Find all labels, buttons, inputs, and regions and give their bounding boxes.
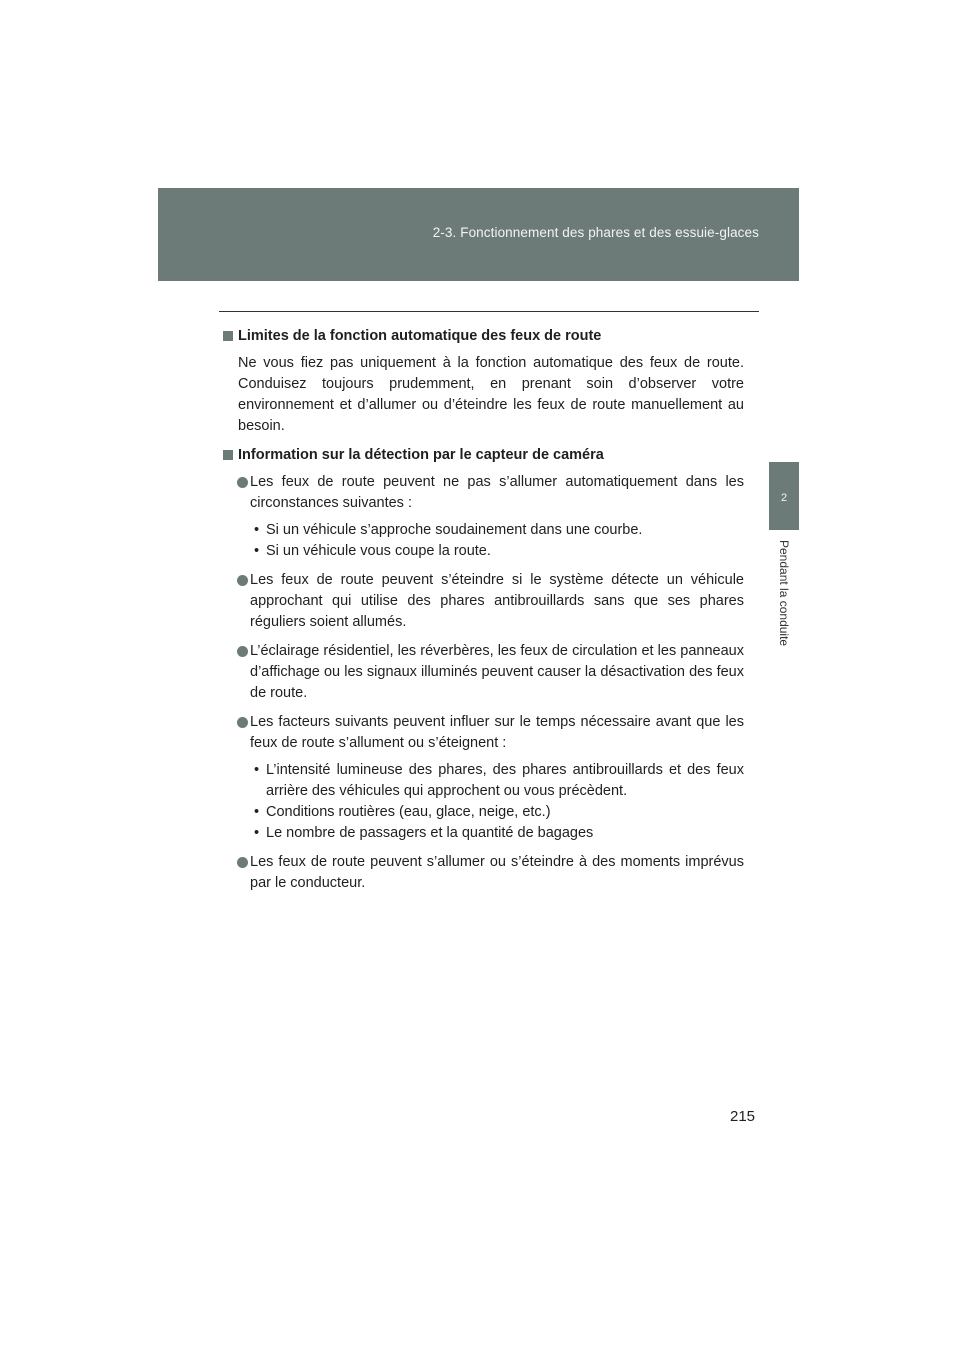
chapter-side-label-text: Pendant la conduite [777,540,791,647]
section-title-text: Limites de la fonction automatique des feux de route [238,328,602,344]
list-item-text: Les feux de route peuvent s’allumer ou s’éteindre à des moments imprévus par le conducteur. [250,854,744,891]
sub-list-item: • Conditions routières (eau, glace, neige, etc.) [254,804,551,820]
round-bullet-icon [237,575,248,586]
chapter-number: 2 [780,492,788,504]
list-item [222,472,744,562]
square-bullet-icon [223,450,233,460]
section-paragraph: Ne vous fiez pas uniquement à la fonction automatique des feux de route. Conduisez toujours prudemment, en prenant soin d’observer votre environnement et d’allumer ou d’éteindre les feux de route manuellement au besoin. [238,355,744,434]
square-bullet-icon [223,331,233,341]
round-bullet-icon [237,477,248,488]
list-item-text: L’éclairage résidentiel, les réverbères, les feux de circulation et les panneaux d’affichage ou les signaux illuminés peuvent causer la désactivation des feux de route. [250,643,744,701]
page-number: 215 [730,1108,756,1125]
sub-list-item: • L’intensité lumineuse des phares, des phares antibrouillards et des feux arrière des véhicules qui approchent ou vous précèdent. [254,762,744,799]
bullet-list [222,472,744,894]
page-content [222,326,744,902]
list-item [222,641,744,704]
sub-list-item: • Le nombre de passagers et la quantité de bagages [254,825,594,841]
list-item-text: Les feux de route peuvent ne pas s’allumer automatiquement dans les circonstances suivantes : [250,474,744,511]
section-title [222,445,744,466]
section-title [222,326,744,347]
list-item [222,852,744,894]
round-bullet-icon [237,857,248,868]
section-title-text: Information sur la détection par le capteur de caméra [238,447,604,463]
chapter-side-label [770,540,798,670]
list-item-text: Les feux de route peuvent s’éteindre si le système détecte un véhicule approchant qui utilise des phares antibrouillards sans que ses phares réguliers soient allumés. [250,572,744,630]
sub-list [250,760,744,844]
list-item-text: Les facteurs suivants peuvent influer sur le temps nécessaire avant que les feux de route s’allument ou s’éteignent : [250,714,744,751]
top-divider [219,311,759,312]
round-bullet-icon [237,646,248,657]
sub-list-item: • Si un véhicule s’approche soudainement dans une courbe. [254,522,643,538]
chapter-header-band [158,188,799,281]
chapter-side-tab [769,462,799,530]
sub-list [250,520,744,562]
list-item [222,712,744,844]
list-item [222,570,744,633]
round-bullet-icon [237,717,248,728]
chapter-title: 2-3. Fonctionnement des phares et des essuie-glaces [432,225,759,240]
sub-list-item: • Si un véhicule vous coupe la route. [254,543,491,559]
